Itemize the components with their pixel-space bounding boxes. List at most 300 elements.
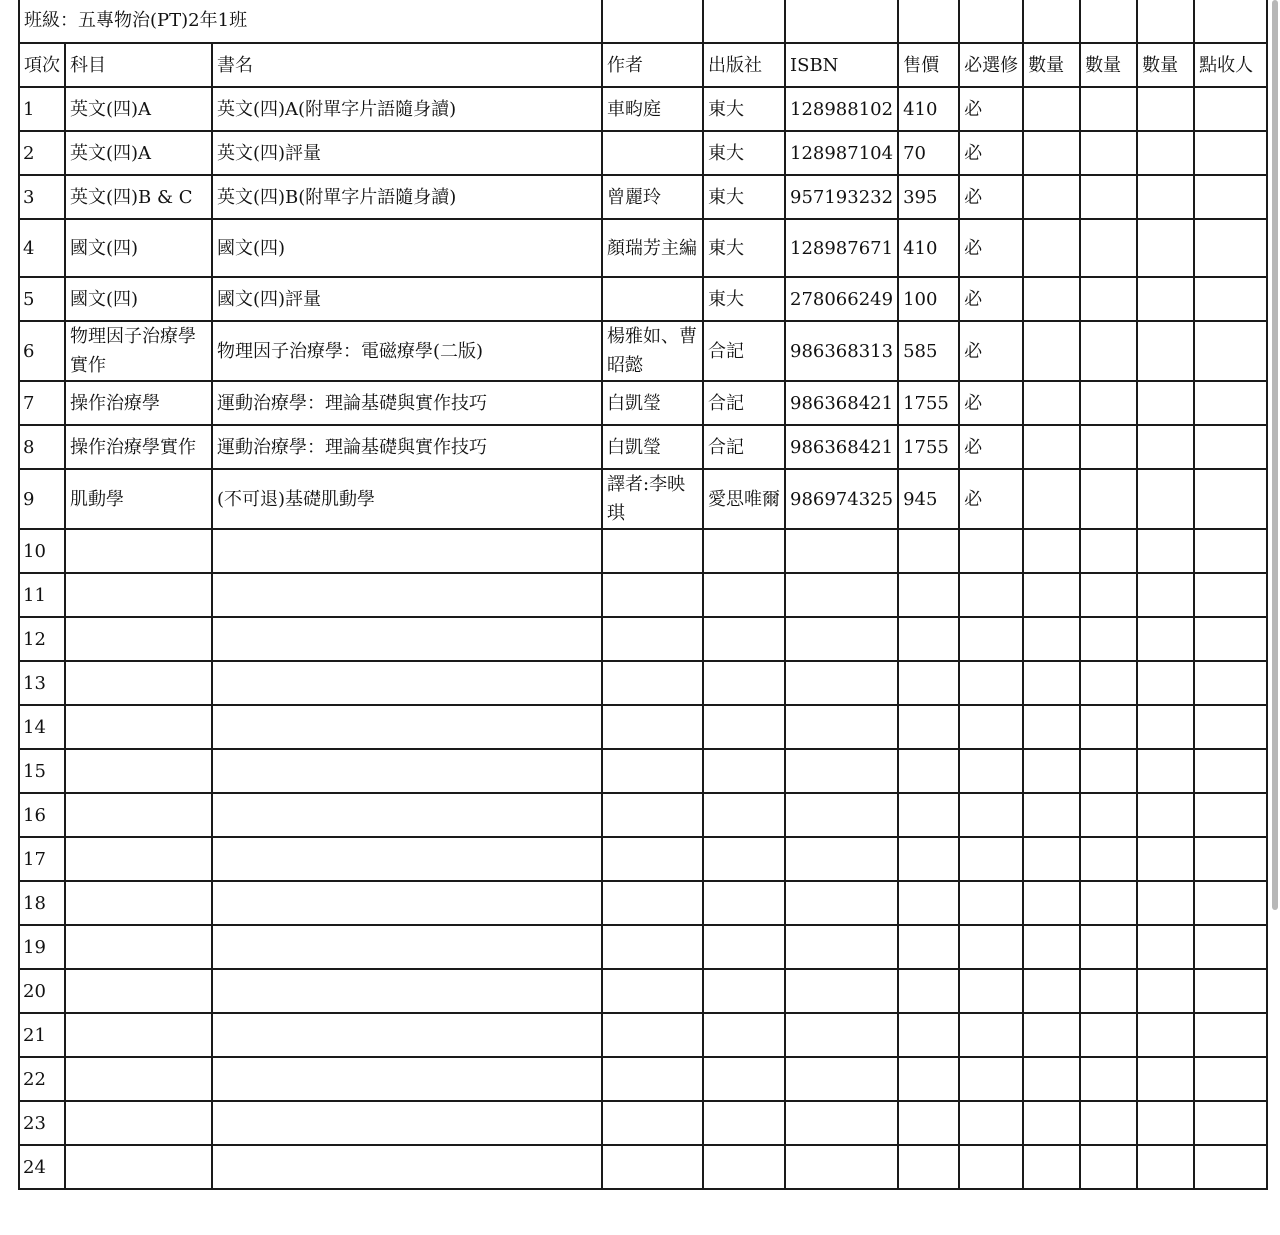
empty-cell xyxy=(1194,661,1267,705)
table-row xyxy=(19,381,1267,425)
empty-cell xyxy=(602,573,703,617)
empty-cell xyxy=(1023,749,1080,793)
empty-cell xyxy=(785,1101,898,1145)
subject-cell: 英文(四)A xyxy=(65,87,212,131)
empty-cell xyxy=(1080,749,1137,793)
empty-cell xyxy=(212,925,602,969)
empty-cell xyxy=(1023,573,1080,617)
table-row xyxy=(19,1145,1267,1189)
receiver-cell xyxy=(1194,131,1267,175)
empty-cell xyxy=(959,1057,1023,1101)
publisher-cell: 東大 xyxy=(703,87,785,131)
empty-cell xyxy=(1137,661,1194,705)
empty-cell xyxy=(65,1145,212,1189)
row-index: 22 xyxy=(19,1057,65,1101)
header-quantity-1: 數量 xyxy=(1023,43,1080,87)
empty-cell xyxy=(1023,0,1080,43)
empty-cell xyxy=(703,925,785,969)
table-row xyxy=(19,837,1267,881)
isbn-cell: 986368421 xyxy=(785,425,898,469)
quantity-cell xyxy=(1137,425,1194,469)
quantity-cell xyxy=(1137,219,1194,277)
empty-cell xyxy=(602,529,703,573)
empty-cell xyxy=(602,1057,703,1101)
empty-cell xyxy=(785,661,898,705)
empty-cell xyxy=(959,837,1023,881)
table-row xyxy=(19,321,1267,381)
price-cell: 1755 xyxy=(898,425,959,469)
empty-cell xyxy=(602,1101,703,1145)
subject-cell: 英文(四)B & C xyxy=(65,175,212,219)
isbn-cell: 986368313 xyxy=(785,321,898,381)
empty-cell xyxy=(1137,1057,1194,1101)
book-title-cell: 國文(四)評量 xyxy=(212,277,602,321)
header-quantity-2: 數量 xyxy=(1080,43,1137,87)
publisher-cell: 東大 xyxy=(703,219,785,277)
header-isbn: ISBN xyxy=(785,43,898,87)
empty-cell xyxy=(602,1145,703,1189)
empty-cell xyxy=(1080,1013,1137,1057)
empty-cell xyxy=(1023,793,1080,837)
row-index: 16 xyxy=(19,793,65,837)
empty-cell xyxy=(1194,529,1267,573)
empty-cell xyxy=(212,837,602,881)
empty-cell xyxy=(898,705,959,749)
empty-cell xyxy=(1194,705,1267,749)
book-title-cell: 國文(四) xyxy=(212,219,602,277)
receiver-cell xyxy=(1194,321,1267,381)
empty-cell xyxy=(1194,881,1267,925)
empty-cell xyxy=(1023,529,1080,573)
row-index: 10 xyxy=(19,529,65,573)
publisher-cell: 東大 xyxy=(703,131,785,175)
empty-cell xyxy=(65,793,212,837)
price-cell: 395 xyxy=(898,175,959,219)
quantity-cell xyxy=(1080,175,1137,219)
empty-cell xyxy=(1137,573,1194,617)
author-cell xyxy=(602,277,703,321)
receiver-cell xyxy=(1194,425,1267,469)
quantity-cell xyxy=(1080,469,1137,529)
empty-cell xyxy=(959,749,1023,793)
empty-cell xyxy=(785,1013,898,1057)
table-row xyxy=(19,881,1267,925)
row-index: 9 xyxy=(19,469,65,529)
quantity-cell xyxy=(1023,321,1080,381)
empty-cell xyxy=(898,749,959,793)
publisher-cell: 東大 xyxy=(703,277,785,321)
table-row xyxy=(19,793,1267,837)
empty-cell xyxy=(602,837,703,881)
row-index: 3 xyxy=(19,175,65,219)
empty-cell xyxy=(212,617,602,661)
empty-cell xyxy=(1194,969,1267,1013)
empty-cell xyxy=(602,881,703,925)
empty-cell xyxy=(212,1145,602,1189)
book-title-cell: 運動治療學：理論基礎與實作技巧 xyxy=(212,425,602,469)
quantity-cell xyxy=(1137,175,1194,219)
empty-cell xyxy=(898,881,959,925)
empty-cell xyxy=(1080,1101,1137,1145)
empty-cell xyxy=(703,617,785,661)
empty-cell xyxy=(1023,617,1080,661)
empty-cell xyxy=(1137,881,1194,925)
empty-cell xyxy=(602,661,703,705)
empty-cell xyxy=(1194,1013,1267,1057)
empty-cell xyxy=(1137,0,1194,43)
empty-cell xyxy=(898,573,959,617)
empty-cell xyxy=(65,573,212,617)
subject-cell: 國文(四) xyxy=(65,277,212,321)
publisher-cell: 愛思唯爾 xyxy=(703,469,785,529)
empty-cell xyxy=(1137,969,1194,1013)
row-index: 12 xyxy=(19,617,65,661)
empty-cell xyxy=(898,1057,959,1101)
empty-cell xyxy=(602,969,703,1013)
book-title-cell: 英文(四)評量 xyxy=(212,131,602,175)
empty-cell xyxy=(1023,661,1080,705)
row-index: 20 xyxy=(19,969,65,1013)
receiver-cell xyxy=(1194,381,1267,425)
empty-cell xyxy=(1080,925,1137,969)
publisher-cell: 合記 xyxy=(703,321,785,381)
empty-cell xyxy=(1137,705,1194,749)
quantity-cell xyxy=(1080,277,1137,321)
row-index: 6 xyxy=(19,321,65,381)
empty-cell xyxy=(1137,1101,1194,1145)
empty-cell xyxy=(1137,925,1194,969)
subject-cell: 肌動學 xyxy=(65,469,212,529)
empty-cell xyxy=(65,837,212,881)
empty-cell xyxy=(212,1013,602,1057)
empty-cell xyxy=(212,573,602,617)
row-index: 5 xyxy=(19,277,65,321)
empty-cell xyxy=(959,573,1023,617)
empty-cell xyxy=(602,705,703,749)
table-row xyxy=(19,469,1267,529)
empty-cell xyxy=(65,617,212,661)
class-label-cell xyxy=(19,0,602,43)
table-row xyxy=(19,925,1267,969)
author-cell: 白凱瑩 xyxy=(602,425,703,469)
row-index: 23 xyxy=(19,1101,65,1145)
publisher-cell: 合記 xyxy=(703,381,785,425)
empty-cell xyxy=(1194,1101,1267,1145)
empty-cell xyxy=(602,925,703,969)
receiver-cell xyxy=(1194,219,1267,277)
empty-cell xyxy=(1023,881,1080,925)
table-row xyxy=(19,749,1267,793)
empty-cell xyxy=(212,705,602,749)
row-index: 15 xyxy=(19,749,65,793)
empty-cell xyxy=(1080,705,1137,749)
empty-cell xyxy=(959,529,1023,573)
table-row xyxy=(19,1101,1267,1145)
empty-cell xyxy=(785,925,898,969)
empty-cell xyxy=(212,1057,602,1101)
author-cell xyxy=(602,131,703,175)
empty-cell xyxy=(212,661,602,705)
author-cell: 譯者:李映琪 xyxy=(602,469,703,529)
isbn-cell: 986974325 xyxy=(785,469,898,529)
table-row xyxy=(19,705,1267,749)
empty-cell xyxy=(65,969,212,1013)
quantity-cell xyxy=(1080,219,1137,277)
empty-cell xyxy=(1023,837,1080,881)
row-index: 4 xyxy=(19,219,65,277)
empty-cell xyxy=(785,749,898,793)
row-index: 14 xyxy=(19,705,65,749)
price-cell: 410 xyxy=(898,219,959,277)
header-title: 書名 xyxy=(212,43,602,87)
empty-cell xyxy=(602,1013,703,1057)
empty-cell xyxy=(898,793,959,837)
row-index: 17 xyxy=(19,837,65,881)
empty-cell xyxy=(1080,881,1137,925)
empty-cell xyxy=(65,705,212,749)
empty-cell xyxy=(1080,837,1137,881)
row-index: 24 xyxy=(19,1145,65,1189)
empty-cell xyxy=(65,661,212,705)
empty-cell xyxy=(898,617,959,661)
quantity-cell xyxy=(1080,381,1137,425)
empty-cell xyxy=(898,529,959,573)
row-index: 7 xyxy=(19,381,65,425)
empty-cell xyxy=(602,617,703,661)
receiver-cell xyxy=(1194,175,1267,219)
quantity-cell xyxy=(1023,87,1080,131)
table-row xyxy=(19,425,1267,469)
empty-cell xyxy=(785,0,898,43)
empty-cell xyxy=(1137,837,1194,881)
empty-cell xyxy=(1194,617,1267,661)
author-cell: 曾麗玲 xyxy=(602,175,703,219)
header-author: 作者 xyxy=(602,43,703,87)
receiver-cell xyxy=(1194,469,1267,529)
table-row xyxy=(19,661,1267,705)
empty-cell xyxy=(1137,1145,1194,1189)
table-row xyxy=(19,1013,1267,1057)
quantity-cell xyxy=(1080,131,1137,175)
empty-cell xyxy=(1194,0,1267,43)
quantity-cell xyxy=(1023,277,1080,321)
empty-cell xyxy=(1137,749,1194,793)
required-cell: 必 xyxy=(959,425,1023,469)
subject-cell: 操作治療學實作 xyxy=(65,425,212,469)
quantity-cell xyxy=(1137,321,1194,381)
author-cell: 白凱瑩 xyxy=(602,381,703,425)
header-index: 項次 xyxy=(19,43,65,87)
empty-cell xyxy=(959,705,1023,749)
empty-cell xyxy=(65,1101,212,1145)
class-label: 班級：五專物治(PT)2年1班 xyxy=(24,10,248,31)
empty-cell xyxy=(1080,617,1137,661)
empty-cell xyxy=(898,1013,959,1057)
book-title-cell: 英文(四)B(附單字片語隨身讀) xyxy=(212,175,602,219)
required-cell: 必 xyxy=(959,131,1023,175)
publisher-cell: 合記 xyxy=(703,425,785,469)
empty-cell xyxy=(1194,837,1267,881)
isbn-cell: 986368421 xyxy=(785,381,898,425)
empty-cell xyxy=(703,969,785,1013)
empty-cell xyxy=(703,793,785,837)
empty-cell xyxy=(212,969,602,1013)
price-cell: 70 xyxy=(898,131,959,175)
empty-cell xyxy=(703,749,785,793)
quantity-cell xyxy=(1080,321,1137,381)
price-cell: 585 xyxy=(898,321,959,381)
quantity-cell xyxy=(1023,425,1080,469)
book-title-cell: (不可退)基礎肌動學 xyxy=(212,469,602,529)
publisher-cell: 東大 xyxy=(703,175,785,219)
empty-cell xyxy=(898,969,959,1013)
empty-cell xyxy=(703,1145,785,1189)
empty-cell xyxy=(703,529,785,573)
empty-cell xyxy=(898,0,959,43)
empty-cell xyxy=(898,661,959,705)
empty-cell xyxy=(1023,1013,1080,1057)
empty-cell xyxy=(65,749,212,793)
empty-cell xyxy=(785,617,898,661)
receiver-cell xyxy=(1194,87,1267,131)
empty-cell xyxy=(1023,705,1080,749)
empty-cell xyxy=(959,0,1023,43)
author-cell: 顏瑞芳主編 xyxy=(602,219,703,277)
quantity-cell xyxy=(1137,381,1194,425)
empty-cell xyxy=(959,617,1023,661)
quantity-cell xyxy=(1080,425,1137,469)
price-cell: 945 xyxy=(898,469,959,529)
empty-cell xyxy=(602,749,703,793)
header-required: 必選修 xyxy=(959,43,1023,87)
empty-cell xyxy=(1080,1057,1137,1101)
table-row xyxy=(19,617,1267,661)
class-row xyxy=(19,0,1267,43)
empty-cell xyxy=(785,969,898,1013)
empty-cell xyxy=(1023,1057,1080,1101)
empty-cell xyxy=(1194,1057,1267,1101)
empty-cell xyxy=(1023,1145,1080,1189)
empty-cell xyxy=(65,1013,212,1057)
table-row xyxy=(19,131,1267,175)
empty-cell xyxy=(212,881,602,925)
empty-cell xyxy=(602,793,703,837)
empty-cell xyxy=(1137,529,1194,573)
subject-cell: 國文(四) xyxy=(65,219,212,277)
row-index: 13 xyxy=(19,661,65,705)
empty-cell xyxy=(1080,0,1137,43)
required-cell: 必 xyxy=(959,277,1023,321)
isbn-cell: 128987671 xyxy=(785,219,898,277)
empty-cell xyxy=(65,529,212,573)
price-cell: 1755 xyxy=(898,381,959,425)
empty-cell xyxy=(703,1057,785,1101)
empty-cell xyxy=(785,705,898,749)
empty-cell xyxy=(1080,793,1137,837)
empty-cell xyxy=(703,881,785,925)
table-row xyxy=(19,175,1267,219)
empty-cell xyxy=(785,529,898,573)
empty-cell xyxy=(959,1013,1023,1057)
empty-cell xyxy=(785,1145,898,1189)
empty-cell xyxy=(703,1101,785,1145)
empty-cell xyxy=(959,881,1023,925)
empty-cell xyxy=(1194,1145,1267,1189)
empty-cell xyxy=(703,661,785,705)
row-index: 21 xyxy=(19,1013,65,1057)
header-receiver: 點收人 xyxy=(1194,43,1267,87)
quantity-cell xyxy=(1023,131,1080,175)
header-quantity-3: 數量 xyxy=(1137,43,1194,87)
row-index: 8 xyxy=(19,425,65,469)
isbn-cell: 278066249 xyxy=(785,277,898,321)
subject-cell: 物理因子治療學實作 xyxy=(65,321,212,381)
empty-cell xyxy=(898,1101,959,1145)
empty-cell xyxy=(898,1145,959,1189)
row-index: 1 xyxy=(19,87,65,131)
empty-cell xyxy=(65,1057,212,1101)
required-cell: 必 xyxy=(959,469,1023,529)
empty-cell xyxy=(785,573,898,617)
empty-cell xyxy=(785,793,898,837)
book-title-cell: 運動治療學：理論基礎與實作技巧 xyxy=(212,381,602,425)
row-index: 18 xyxy=(19,881,65,925)
row-index: 11 xyxy=(19,573,65,617)
empty-cell xyxy=(703,837,785,881)
empty-cell xyxy=(1023,925,1080,969)
price-cell: 100 xyxy=(898,277,959,321)
table-row xyxy=(19,529,1267,573)
subject-cell: 英文(四)A xyxy=(65,131,212,175)
author-cell: 楊雅如、曹昭懿 xyxy=(602,321,703,381)
empty-cell xyxy=(785,881,898,925)
table-row xyxy=(19,573,1267,617)
quantity-cell xyxy=(1080,87,1137,131)
quantity-cell xyxy=(1137,469,1194,529)
header-publisher: 出版社 xyxy=(703,43,785,87)
price-cell: 410 xyxy=(898,87,959,131)
subject-cell: 操作治療學 xyxy=(65,381,212,425)
empty-cell xyxy=(602,0,703,43)
table-row xyxy=(19,1057,1267,1101)
book-title-cell: 英文(四)A(附單字片語隨身讀) xyxy=(212,87,602,131)
required-cell: 必 xyxy=(959,219,1023,277)
table-row xyxy=(19,277,1267,321)
empty-cell xyxy=(959,1101,1023,1145)
isbn-cell: 128988102 xyxy=(785,87,898,131)
empty-cell xyxy=(1080,661,1137,705)
empty-cell xyxy=(212,749,602,793)
isbn-cell: 957193232 xyxy=(785,175,898,219)
row-index: 19 xyxy=(19,925,65,969)
empty-cell xyxy=(703,705,785,749)
empty-cell xyxy=(1194,793,1267,837)
quantity-cell xyxy=(1023,381,1080,425)
empty-cell xyxy=(1080,1145,1137,1189)
empty-cell xyxy=(1023,1101,1080,1145)
empty-cell xyxy=(212,1101,602,1145)
empty-cell xyxy=(1080,573,1137,617)
empty-cell xyxy=(1080,529,1137,573)
empty-cell xyxy=(212,529,602,573)
empty-cell xyxy=(65,925,212,969)
isbn-cell: 128987104 xyxy=(785,131,898,175)
required-cell: 必 xyxy=(959,381,1023,425)
empty-cell xyxy=(1194,573,1267,617)
scrollbar[interactable] xyxy=(1272,0,1278,910)
quantity-cell xyxy=(1137,87,1194,131)
required-cell: 必 xyxy=(959,321,1023,381)
